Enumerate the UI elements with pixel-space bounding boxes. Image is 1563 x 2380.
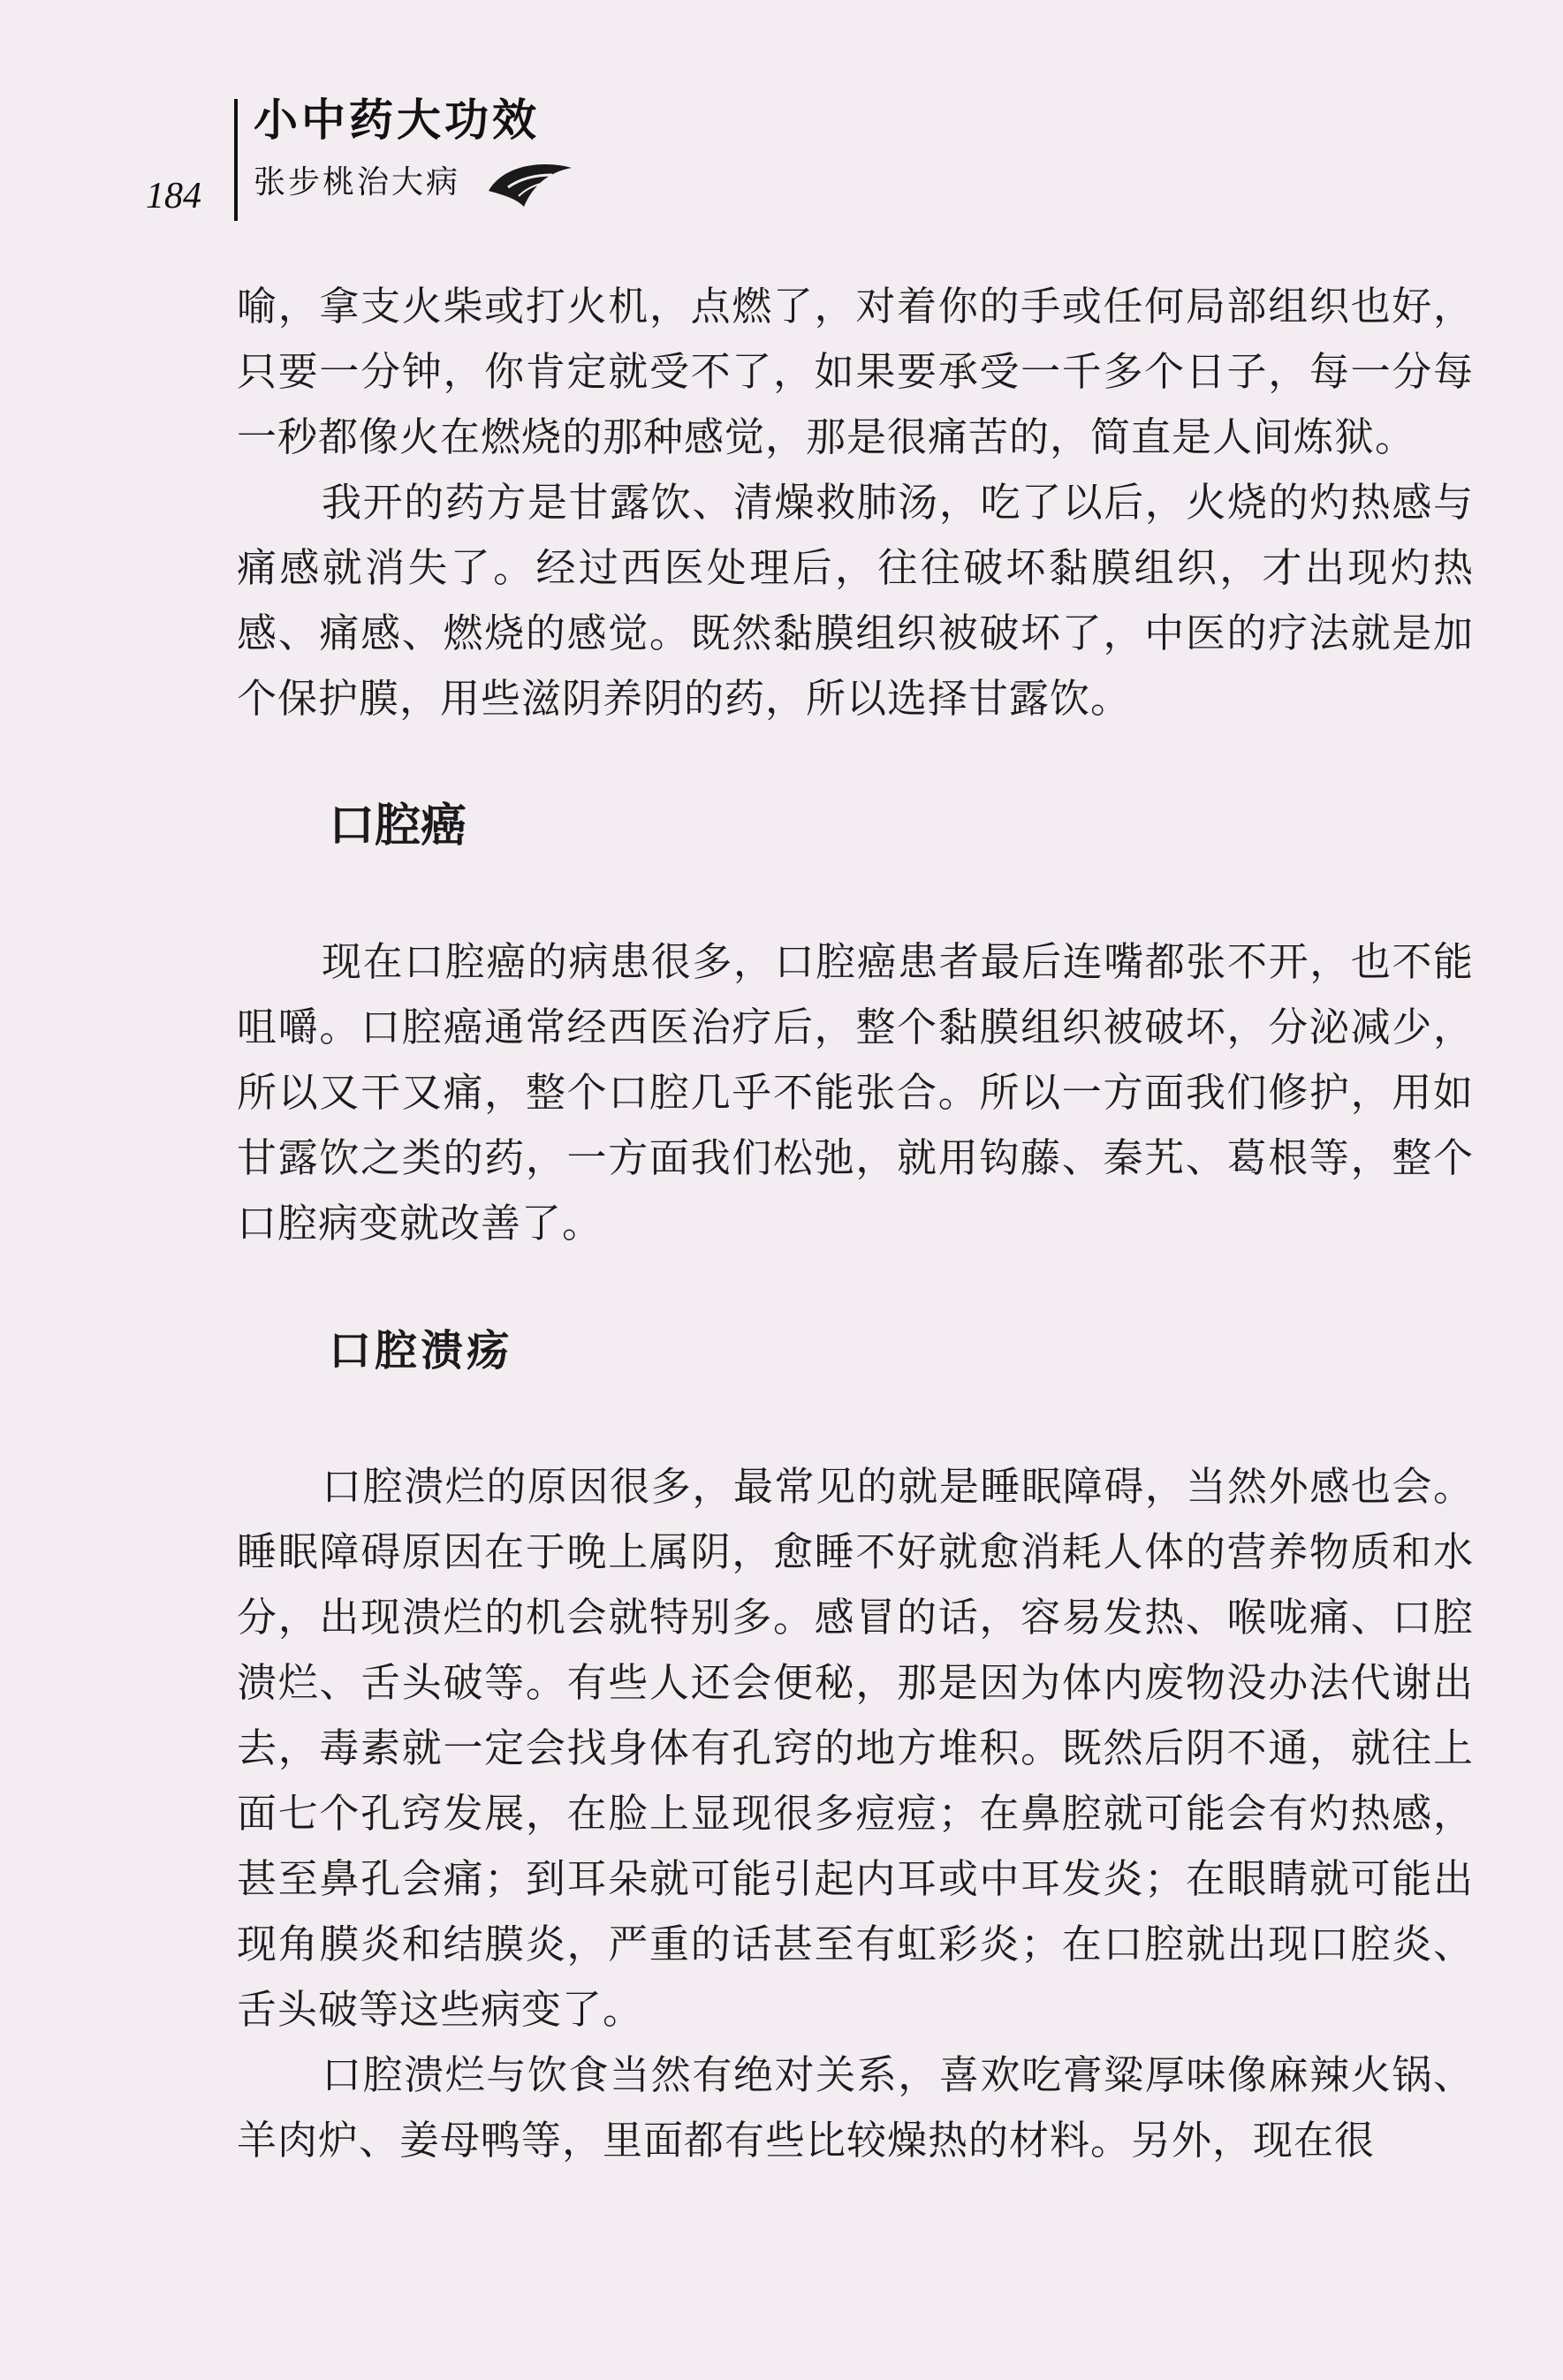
paragraph: 我开的药方是甘露饮、清燥救肺汤，吃了以后，火烧的灼热感与痛感就消失了。经过西医处理后，往往破坏黏膜组织，才出现灼热感、痛感、燃烧的感觉。既然黏膜组织被破坏了，中医的疗法就是加个保护膜，用些滋阴养阴的药，所以选择甘露饮。: [237, 479, 1474, 722]
page-number: 184: [146, 176, 201, 216]
paragraph: 口腔溃烂的原因很多，最常见的就是睡眠障碍，当然外感也会。睡眠障碍原因在于晚上属阴，愈睡不好就愈消耗人体的营养物质和水分，出现溃烂的机会就特别多。感冒的话，容易发热、喉咙痛、口腔溃烂、舌头破等。有些人还会便秘，那是因为体内废物没办法代谢出去，毒素就一定会找身体有孔窍的地方堆积。既然后阴不通，就往上面七个孔窍发展，在脸上显现很多痘痘；在鼻腔就可能会有灼热感，甚至鼻孔会痛；到耳朵就可能引起内耳或中耳发炎；在眼睛就可能出现角膜炎和结膜炎，严重的话甚至有虹彩炎；在口腔就出现口腔炎、舌头破等这些病变了。: [237, 1463, 1474, 2033]
paragraph: 喻，拿支火柴或打火机，点燃了，对着你的手或任何局部组织也好，只要一分钟，你肯定就受不了，如果要承受一千多个日子，每一分每一秒都像火在燃烧的那种感觉，那是很痛苦的，简直是人间炼狱。: [237, 283, 1474, 460]
header-divider: [234, 99, 238, 221]
brush-stroke-icon: [482, 155, 579, 217]
subsection-heading: 口腔溃疡: [329, 1326, 513, 1376]
section-heading: 口腔癌: [329, 799, 467, 853]
paragraph: 现在口腔癌的病患很多，口腔癌患者最后连嘴都张不开，也不能咀嚼。口腔癌通常经西医治疗后，整个黏膜组织被破坏，分泌减少，所以又干又痛，整个口腔几乎不能张合。所以一方面我们修护，用如甘露饮之类的药，一方面我们松弛，就用钩藤、秦艽、葛根等，整个口腔病变就改善了。: [237, 938, 1474, 1247]
running-header: [146, 88, 588, 216]
page-body: [237, 274, 1474, 2173]
book-title: 小中药大功效: [254, 94, 540, 146]
book-subtitle: 张步桃治大病: [254, 164, 461, 201]
paragraph: 口腔溃烂与饮食当然有绝对关系，喜欢吃膏粱厚味像麻辣火锅、羊肉炉、姜母鸭等，里面都有些比较燥热的材料。另外，现在很: [237, 2051, 1474, 2164]
